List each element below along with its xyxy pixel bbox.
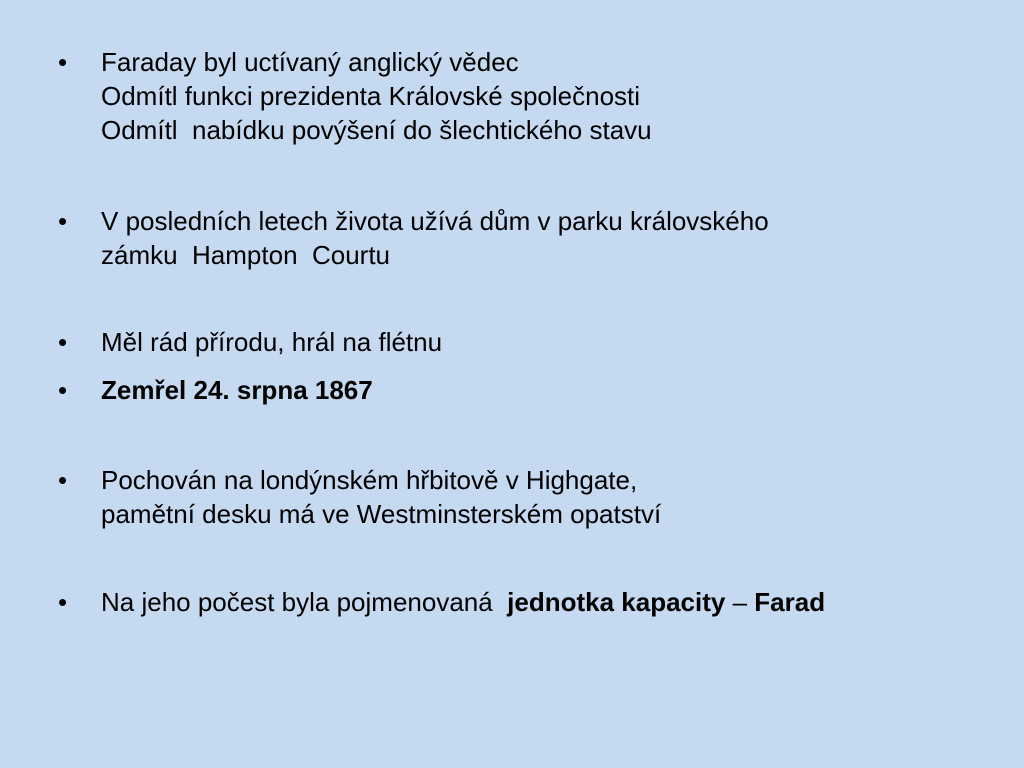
bullet-item-faraday-honors bbox=[58, 45, 978, 147]
bullet-icon: • bbox=[58, 47, 68, 77]
bullet-text-dash: – bbox=[725, 587, 755, 617]
bullet-icon: • bbox=[58, 465, 68, 495]
bullet-line: Zemřel 24. srpna 1867 bbox=[101, 375, 373, 405]
bullet-line: zámku Hampton Courtu bbox=[101, 240, 391, 270]
bullet-icon: • bbox=[58, 587, 68, 617]
bullet-item-death-date bbox=[58, 373, 978, 407]
bullet-text-capacity-unit: jednotka kapacity bbox=[507, 587, 726, 617]
bullet-list bbox=[58, 45, 978, 619]
bullet-line: Měl rád přírodu, hrál na flétnu bbox=[101, 327, 443, 357]
bullet-line bbox=[101, 585, 978, 619]
bullet-item-farad-unit bbox=[58, 585, 978, 619]
bullet-line: Pochován na londýnském hřbitově v Highgate, bbox=[101, 465, 638, 495]
bullet-item-hobbies bbox=[58, 325, 978, 359]
bullet-line: Odmítl funkci prezidenta Královské společnosti bbox=[101, 81, 641, 111]
bullet-icon: • bbox=[58, 327, 68, 357]
bullet-line: pamětní desku má ve Westminsterském opatství bbox=[101, 499, 662, 529]
bullet-text-farad: Farad bbox=[754, 587, 826, 617]
bullet-line: V posledních letech života užívá dům v parku královského bbox=[101, 206, 769, 236]
bullet-text-prefix: Na jeho počest byla pojmenovaná bbox=[101, 587, 508, 617]
bullet-icon: • bbox=[58, 206, 68, 236]
bullet-line: Odmítl nabídku povýšení do šlechtického stavu bbox=[101, 115, 652, 145]
bullet-item-burial bbox=[58, 463, 978, 531]
bullet-item-last-years bbox=[58, 204, 978, 272]
bullet-icon: • bbox=[58, 375, 68, 405]
bullet-line: Faraday byl uctívaný anglický vědec bbox=[101, 47, 519, 77]
